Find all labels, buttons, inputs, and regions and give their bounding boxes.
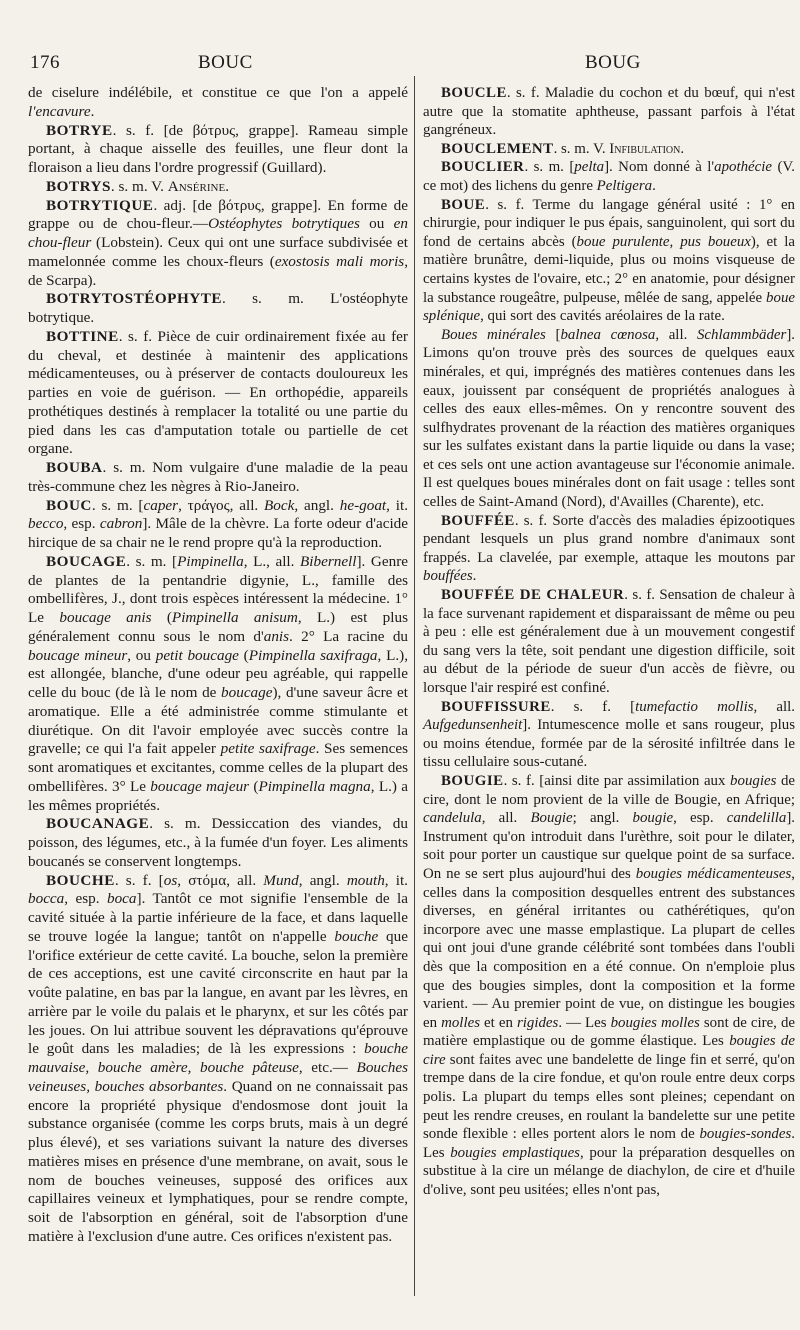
column-divider	[414, 76, 415, 1296]
italic-term: bocca	[28, 890, 65, 908]
entry-text: , all.	[481, 810, 531, 827]
entry-text: , esp.	[673, 810, 727, 827]
italic-term: molles	[441, 1014, 480, 1031]
entry-text: . 2° La racine du	[289, 627, 409, 645]
italic-term: boca	[106, 890, 137, 908]
italic-term: l'encavure	[28, 102, 91, 120]
entry-text: , L.) est plus généralement connu sous le nom d'	[28, 609, 408, 645]
italic-term: Pimpinella	[177, 552, 244, 570]
entry-text: , L.), est allongée, blanche, d'une odeur peu agréable, qui rappelle celle du bouc (de là le nom de	[28, 646, 408, 701]
dictionary-entry	[423, 698, 795, 772]
italic-term: Bougie	[530, 810, 573, 827]
entry-text: . s. f. Pièce de cuir ordinairement fixée au fer du cheval, et destinée à maintenir des applications médicamenteuses, ou à préserver de contacts douloureux les parties en voie de guérison. — En orthopédie, appareils prothétiques destinés à remplacer la totalité ou une partie du pied dans les cas d'amputation totale ou partielle de cet organe.	[28, 327, 408, 458]
italic-term: en chou-fleur	[28, 215, 408, 251]
italic-term: Bibernell	[299, 552, 357, 570]
entry-text: ]. Mâle de la chèvre. La forte odeur d'acide hircique de sa chair ne le rend propre qu'à la reproduction.	[28, 515, 408, 551]
dictionary-entry	[423, 196, 795, 326]
entry-text: . s. m. [	[126, 552, 178, 570]
entry-text: . s. m. [	[91, 496, 144, 514]
entry-text: (Lobstein). Ceux qui ont une surface subdivisée et mamelonnée comme les choux-fleurs (	[28, 234, 408, 270]
entry-text: , angl.	[294, 496, 340, 514]
dictionary-entry	[28, 290, 408, 328]
entry-text: . Ses semences sont aromatiques et excitantes, comme celles de la plupart des ombellifères. 3° Le	[28, 740, 408, 795]
entry-text: . s. m. V.	[110, 177, 168, 195]
entry-text: . s. f. [	[114, 871, 164, 889]
entry-headword: BOUCLIER	[441, 159, 525, 176]
italic-term: he-goat	[339, 496, 387, 514]
entry-headword: BOUGIE	[441, 772, 504, 789]
running-head-left: BOUC	[198, 52, 253, 73]
entry-text: (	[151, 609, 172, 626]
entry-text: , qui sort des cavités aréolaires de la rate.	[480, 308, 725, 325]
italic-term: boue purulente, pus boueux	[576, 233, 751, 250]
entry-text: , στόμα, all.	[177, 871, 264, 889]
dictionary-entry	[28, 84, 408, 122]
italic-term: boucage majeur	[150, 777, 250, 795]
entry-text: , esp.	[64, 890, 107, 908]
dictionary-entry	[28, 497, 408, 553]
dictionary-entry	[423, 326, 795, 512]
entry-text: . Quand on ne connaissait pas encore la propriété physique d'endosmose dont jouit la substance organisée (comme les corps bruts, mais à un degré plus élevé), et ses variations suivant la nature des diverses matières mises en présence d'une membrane, on avait, sous le nom de bouches veineuses, supposé des orifices aux capillaires veineux et lymphatiques, pour se rendre compte, soit de l'absorption en général, soit de l'absorption d'une matière à l'exclusion d'une autre. Ces orifices n'existent pas.	[28, 1077, 408, 1245]
entry-text: . adj. [de βότρυς, grappe]. En forme de grappe ou de chou-fleur.—	[28, 196, 408, 233]
italic-term: Bock	[264, 496, 295, 514]
cross-reference: Ansérine	[167, 177, 226, 195]
italic-term: bougies emplastiques	[450, 1144, 580, 1161]
entry-text: [	[545, 326, 561, 343]
entry-text: de ciselure indélébile, et constitue ce que l'on a appelé	[28, 84, 408, 101]
left-column	[28, 84, 408, 1247]
entry-text: . s. f. [de βότρυς, grappe]. Rameau simple portant, à chaque aisselle des feuilles, une fleur dont la floraison a lieu dans l'ordre progressif (Guillard).	[28, 121, 408, 176]
dictionary-entry	[423, 158, 795, 195]
entry-headword: BOUCLE	[441, 85, 507, 101]
italic-term: candelilla	[726, 810, 787, 827]
entry-text: de cire, dont le nom provient de la ville de Bougie, en Afrique;	[423, 772, 796, 808]
italic-term: cabron	[99, 515, 143, 533]
entry-headword: BOTRYTOSTÉOPHYTE	[46, 290, 222, 308]
entry-headword: BOTRYS	[46, 177, 111, 195]
entry-headword: BOTRYE	[46, 121, 113, 139]
entry-text: , all.	[753, 698, 795, 715]
entry-text: .	[652, 177, 656, 194]
entry-text: , etc.—	[298, 1059, 357, 1076]
entry-headword: BOTRYTIQUE	[46, 196, 154, 214]
right-column	[423, 84, 795, 1200]
dictionary-entry	[28, 122, 408, 178]
italic-term: bougies de cire	[423, 1033, 795, 1068]
italic-term: bougies	[730, 772, 777, 789]
entry-text: , celles dans la composition desquelles entrent des substances diverses, en général irritantes ou cathérétiques, qu'on incorpore avec une masse emplastique. La plupart de celles qui ont joui d'une grande célébrité sont tombées dans l'oubli dès que la composition en a été connue. On n'emploie plus que des bougies simples, dont la composition et la forme varient. — Au premier point de vue, on distingue les bougies en	[423, 865, 795, 1031]
entry-text: . s. f. [ainsi dite par assimilation aux	[503, 772, 731, 789]
entry-text: (	[249, 777, 259, 795]
italic-term: pelta	[574, 159, 605, 176]
italic-term: Pimpinella saxifraga	[248, 646, 378, 664]
italic-term: bougie	[632, 810, 674, 827]
italic-term: rigides	[516, 1014, 559, 1031]
entry-text: . s. m. V.	[553, 140, 610, 157]
italic-term: mouth	[346, 871, 385, 889]
entry-text: . s. m. Dessiccation des viandes, du poisson, des légumes, etc., à la fumée d'un foyer. Les aliments boucanés se conservent longtemps.	[28, 815, 408, 870]
entry-text: . s. f. Sorte d'accès des maladies épizootiques pendant lesquels un plus grand nombre d'animaux sont frappés. La clavelée, par exemple, attaque les moutons par	[423, 512, 795, 566]
entry-headword: BOUFFÉE DE CHALEUR	[441, 587, 625, 604]
entry-text: , pour la préparation desquelles on substitue à la cire un mélange de diachylon, de cire et d'huile d'olive, sont peu usitées; elles n'ont pas,	[423, 1144, 795, 1199]
italic-term: bougies molles	[610, 1014, 700, 1031]
entry-text: ]. Limons qu'on trouve près des sources de quelques eaux minérales, et qui, imprégnés des matières contenues dans les eaux, jouissent par conséquent de propriétés analogues à celles des eaux elles-mêmes. On y rencontre souvent des sulfhydrates provenant de la réaction des matières organiques sur les sulfates existant dans la partie liquide ou dans la vase; et ces sels ont une action avantageuse sur l'économie animale. Il est quelques boues minérales dont on fait usage : telles sont celles de Saint-Amand (Nord), d'Availles (Charente), etc.	[423, 326, 796, 511]
entry-text: ]. Tantôt ce mot signifie l'ensemble de la cavité située à la partie inférieure de la face, et dans laquelle se trouve logée la langue; tantôt on n'appelle	[28, 890, 408, 945]
entry-text: ]. Genre de plantes de la pentandrie digynie, L., famille des ombellifères, J., dont trois espèces intéressent la médecine. 1° Le	[28, 552, 408, 626]
entry-text: , esp.	[63, 515, 100, 533]
entry-text: . s. f. Terme du langage général usité : 1° en chirurgie, pour indiquer le pus épais, sanguinolent, qui sort du fond de certains abcès (	[423, 196, 795, 250]
entry-text: . — Les	[558, 1014, 611, 1031]
italic-term: becco	[28, 515, 64, 533]
entry-text: . s. m. L'ostéophyte botrytique.	[28, 290, 408, 326]
italic-term: Aufgedunsenheit	[423, 717, 523, 734]
italic-term: balnea cœnosa	[560, 326, 656, 343]
entry-text: , τράγος, all.	[178, 496, 265, 514]
italic-term: Pimpinella magna	[258, 777, 371, 795]
dictionary-entry	[423, 140, 795, 159]
dictionary-entry	[28, 872, 408, 1247]
italic-term: petit boucage	[155, 646, 239, 664]
italic-term: Peltigera	[596, 177, 653, 194]
entry-text: . s. f. [	[550, 698, 636, 715]
dictionary-entry	[28, 553, 408, 816]
entry-text: . s. m. Nom vulgaire d'une maladie de la peau très-commune chez les nègres à Rio-Janeiro.	[28, 459, 408, 495]
entry-headword: BOUFFÉE	[441, 512, 515, 529]
entry-headword: BOTTINE	[46, 327, 119, 345]
running-head-right: BOUG	[585, 52, 641, 73]
entry-headword: BOUCHE	[46, 871, 115, 889]
entry-text: .	[225, 177, 229, 195]
italic-term: bougies-sondes	[699, 1126, 792, 1143]
entry-text: . s. m. [	[524, 159, 575, 176]
entry-text: que l'orifice extérieur de cette cavité. La bouche, selon la première de ces acceptions, est une cavité circonscrite en haut par la voûte palatine, en bas par la langue, en avant par les lèvres, en arrière par le voile du palais et le pharynx, et sur les côtés par les joues. On lui attribue souvent les dépravations qu'éprouve le goût dans les maladies; de là les expressions :	[28, 927, 408, 1058]
italic-term: bougies médicamenteuses	[635, 865, 792, 882]
italic-term: apothécie	[714, 159, 773, 176]
entry-text: .	[90, 102, 95, 120]
entry-headword: BOUC	[46, 496, 92, 514]
entry-text: , it.	[386, 496, 408, 514]
entry-text: , it.	[384, 871, 408, 889]
italic-term: Ostéophytes botrytiques	[208, 215, 360, 233]
entry-text: ]. Nom donné à l'	[604, 159, 715, 176]
entry-text: ; angl.	[572, 810, 633, 827]
italic-term: petite saxifrage	[220, 740, 316, 758]
entry-text: .	[472, 568, 477, 585]
entry-text: , ou	[127, 646, 156, 664]
cross-reference: Infibulation	[609, 140, 681, 157]
italic-term: Schlammbäder	[696, 326, 787, 343]
entry-text: (V. ce mot) des lichens du genre	[423, 159, 795, 194]
dictionary-entry	[423, 84, 795, 140]
entry-headword: BOUCLEMENT	[441, 140, 554, 157]
entry-text: , de Scarpa).	[28, 252, 408, 289]
entry-text: sont de cire, de matière emplastique ou de gomme élastique. Les	[423, 1014, 796, 1050]
italic-term: boucage anis	[59, 609, 152, 626]
dictionary-entry	[28, 197, 408, 291]
entry-text: . s. f. Maladie du cochon et du bœuf, qui n'est autre que la stomatite aphtheuse, passant parfois à l'état gangréneux.	[423, 85, 795, 139]
italic-term: boucage	[221, 684, 273, 701]
italic-term: bouche mauvaise, bouche amère, bouche pâteuse	[28, 1040, 408, 1076]
entry-text: , L., all.	[243, 552, 300, 570]
entry-text: ]. Intumescence molle et sans rougeur, plus ou moins étendue, formée par de la sérosité infiltrée dans le tissu cellulaire sous-cutané.	[423, 717, 795, 771]
dictionary-entry	[28, 815, 408, 871]
italic-term: Pimpinella anisum	[171, 609, 298, 626]
entry-text: sont faites avec une bandelette de linge fin et serré, qu'on trempe dans de la cire fondue, et qu'on roule entre deux corps polis. La plupart du temps elles sont pleines; cependant on peut les rendre creuses, en roulant la bandelette sur une petite sonde flexible : elles portent alors le nom de	[423, 1051, 795, 1143]
italic-term: bouche	[334, 927, 379, 945]
entry-text: et en	[480, 1014, 517, 1031]
italic-term: bouffées	[423, 568, 473, 585]
entry-text: .	[680, 140, 685, 157]
italic-term: candelula	[423, 810, 482, 827]
entry-headword: BOUBA	[46, 459, 103, 476]
italic-term: os	[163, 871, 178, 889]
dictionary-entry	[423, 586, 795, 698]
entry-headword: BOUFFISSURE	[441, 698, 551, 715]
italic-term: Boues minérales	[441, 326, 546, 343]
entry-text: . Les	[423, 1126, 795, 1161]
entry-text: , angl.	[298, 871, 347, 889]
entry-text: . s. f. Sensation de chaleur à la face survenant rapidement et disparaissant de même ou peu à peu : elle est généralement due à un mouvement congestif du sang vers la tête, soit pendant une digestion difficile, soit au début de la période de sueur d'un accès de fièvre, ou lorsque l'air respiré est confiné.	[423, 587, 795, 696]
entry-headword: BOUE	[441, 196, 486, 213]
dictionary-entry	[423, 512, 795, 586]
italic-term: anis	[263, 627, 290, 645]
entry-text: (	[238, 646, 249, 664]
entry-text: ]. Instrument qu'on introduit dans l'urèthre, soit pour le dilater, soit pour porter un caustique sur quelque point de sa surface. On ne se sert plus aujourd'hui des	[423, 810, 795, 882]
entry-text: ), et la matière brunâtre, demi-liquide, plus ou moins visqueuse de certains kystes de l'ovaire, etc.; 2° en anatomie, pour désigner la substance rougeâtre, pulpeuse, mêlée de sang, appelée	[423, 233, 795, 306]
dictionary-entry	[423, 772, 795, 1200]
italic-term: Mund	[263, 871, 299, 889]
entry-text: , L.) a les mêmes propriétés.	[28, 777, 409, 814]
page-number: 176	[30, 52, 60, 73]
italic-term: exostosis mali moris	[274, 252, 405, 270]
entry-text: ou	[359, 215, 394, 233]
entry-text: ), d'une saveur âcre et aromatique. Elle a été administrée comme stimulante et diurétique. On dit l'avoir employée avec succès contre la gravelle; ce qui l'a fait appeler	[28, 684, 408, 758]
dictionary-entry	[28, 178, 408, 197]
dictionary-entry	[28, 328, 408, 459]
dictionary-entry	[28, 459, 408, 497]
italic-term: boue splénique	[423, 289, 795, 325]
italic-term: caper	[143, 496, 179, 514]
italic-term: tumefactio mollis	[635, 698, 754, 715]
italic-term: boucage mineur	[28, 646, 128, 664]
entry-headword: BOUCANAGE	[46, 815, 150, 833]
entry-headword: BOUCAGE	[46, 552, 127, 570]
italic-term: Bouches veineuses, bouches absorbantes	[28, 1059, 408, 1095]
entry-text: , all.	[655, 326, 697, 343]
